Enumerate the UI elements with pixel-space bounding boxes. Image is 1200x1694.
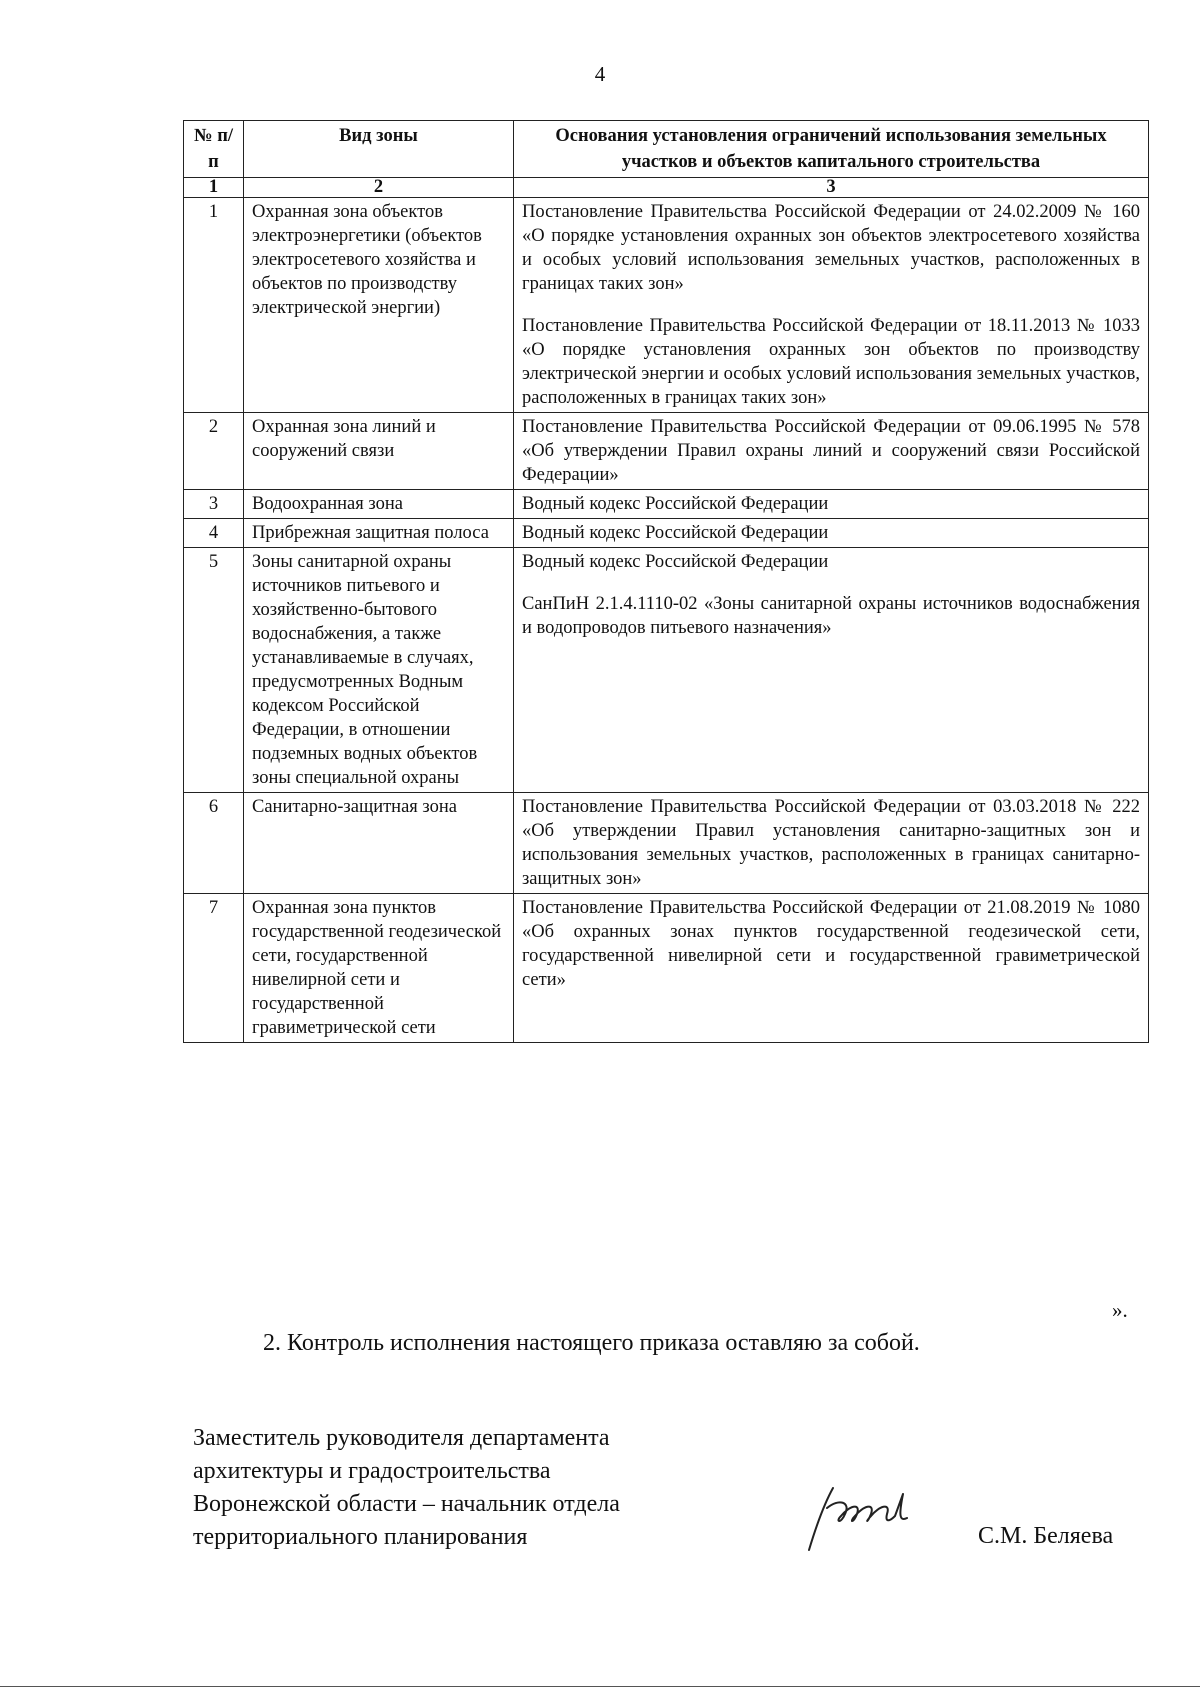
handwritten-signature — [795, 1478, 965, 1558]
closing-quote: ». — [1112, 1298, 1128, 1322]
row-number: 1 — [184, 198, 244, 413]
zone-type-cell: Санитарно-защитная зона — [244, 793, 514, 894]
table-row — [184, 894, 1149, 1043]
table-header-row — [184, 121, 1149, 178]
row-number: 7 — [184, 894, 244, 1043]
signatory-position — [193, 1422, 620, 1554]
page-number: 4 — [594, 62, 606, 86]
basis-cell — [514, 198, 1149, 413]
basis-cell — [514, 413, 1149, 490]
zone-type-cell: Охранная зона объектов электроэнергетики (объектов электросетевого хозяйства и объектов по производству электрической энергии) — [244, 198, 514, 413]
signer-name: С.М. Беляева — [978, 1523, 1114, 1549]
footer-rule — [0, 1686, 1200, 1687]
basis-cell — [514, 548, 1149, 793]
basis-paragraph: Постановление Правительства Российской Федерации от 03.03.2018 № 222 «Об утверждении Правил установления санитарно-защитных зон и использования земельных участков, расположенных в границах санитарно-защитных зон» — [522, 797, 1140, 889]
basis-cell — [514, 519, 1149, 548]
table-row — [184, 519, 1149, 548]
basis-cell — [514, 490, 1149, 519]
zone-type-cell: Охранная зона линий и сооружений связи — [244, 413, 514, 490]
basis-paragraph: Постановление Правительства Российской Федерации от 21.08.2019 № 1080 «Об охранных зонах пунктов государственной геодезической сети, государственной нивелирной сети и государственной гравиметрической сети» — [522, 898, 1140, 990]
header-number: № п/п — [184, 121, 244, 178]
table-row — [184, 793, 1149, 894]
column-number-2: 2 — [244, 178, 514, 198]
position-line: территориального планирования — [193, 1524, 528, 1550]
header-zone-type: Вид зоны — [244, 121, 514, 178]
row-number: 2 — [184, 413, 244, 490]
basis-paragraph: Водный кодекс Российской Федерации — [522, 552, 829, 572]
row-number: 6 — [184, 793, 244, 894]
basis-paragraph: Водный кодекс Российской Федерации — [522, 494, 829, 514]
position-line: архитектуры и градостроительства — [193, 1458, 551, 1484]
basis-paragraph: Постановление Правительства Российской Федерации от 18.11.2013 № 1033 «О порядке установления охранных зон объектов по производству электрической энергии и особых условий использования земельных участков, расположенных в границах таких зон» — [522, 316, 1140, 408]
table-body — [184, 198, 1149, 1043]
paragraph-2: 2. Контроль исполнения настоящего приказа оставляю за собой. — [263, 1330, 920, 1356]
zone-type-cell: Зоны санитарной охраны источников питьевого и хозяйственно-бытового водоснабжения, а также устанавливаемые в случаях, предусмотренных Водным кодексом Российской Федерации, в отношении подземных водных объектов зоны специальной охраны — [244, 548, 514, 793]
zone-type-cell: Прибрежная защитная полоса — [244, 519, 514, 548]
column-number-3: 3 — [514, 178, 1149, 198]
column-numbers-row — [184, 178, 1149, 198]
basis-paragraph: Постановление Правительства Российской Федерации от 24.02.2009 № 160 «О порядке установления охранных зон объектов электросетевого хозяйства и особых условий использования земельных участков, расположенных в границах таких зон» — [522, 202, 1140, 294]
table-row — [184, 490, 1149, 519]
position-line: Воронежской области – начальник отдела — [193, 1491, 620, 1517]
zone-type-cell: Охранная зона пунктов государственной геодезической сети, государственной нивелирной сети и государственной гравиметрической сети — [244, 894, 514, 1043]
position-line: Заместитель руководителя департамента — [193, 1425, 610, 1451]
basis-cell — [514, 793, 1149, 894]
header-basis: Основания установления ограничений использования земельных участков и объектов капитального строительства — [514, 121, 1149, 178]
basis-paragraph: СанПиН 2.1.4.1110-02 «Зоны санитарной охраны источников водоснабжения и водопроводов питьевого назначения» — [522, 594, 1140, 638]
zone-type-cell: Водоохранная зона — [244, 490, 514, 519]
column-number-1: 1 — [184, 178, 244, 198]
basis-paragraph: Постановление Правительства Российской Федерации от 09.06.1995 № 578 «Об утверждении Правил охраны линий и сооружений связи Российской Федерации» — [522, 417, 1140, 485]
row-number: 4 — [184, 519, 244, 548]
basis-cell — [514, 894, 1149, 1043]
table-row — [184, 198, 1149, 413]
table-row — [184, 413, 1149, 490]
row-number: 3 — [184, 490, 244, 519]
zones-table — [183, 120, 1149, 1043]
basis-paragraph: Водный кодекс Российской Федерации — [522, 523, 829, 543]
row-number: 5 — [184, 548, 244, 793]
table-row — [184, 548, 1149, 793]
